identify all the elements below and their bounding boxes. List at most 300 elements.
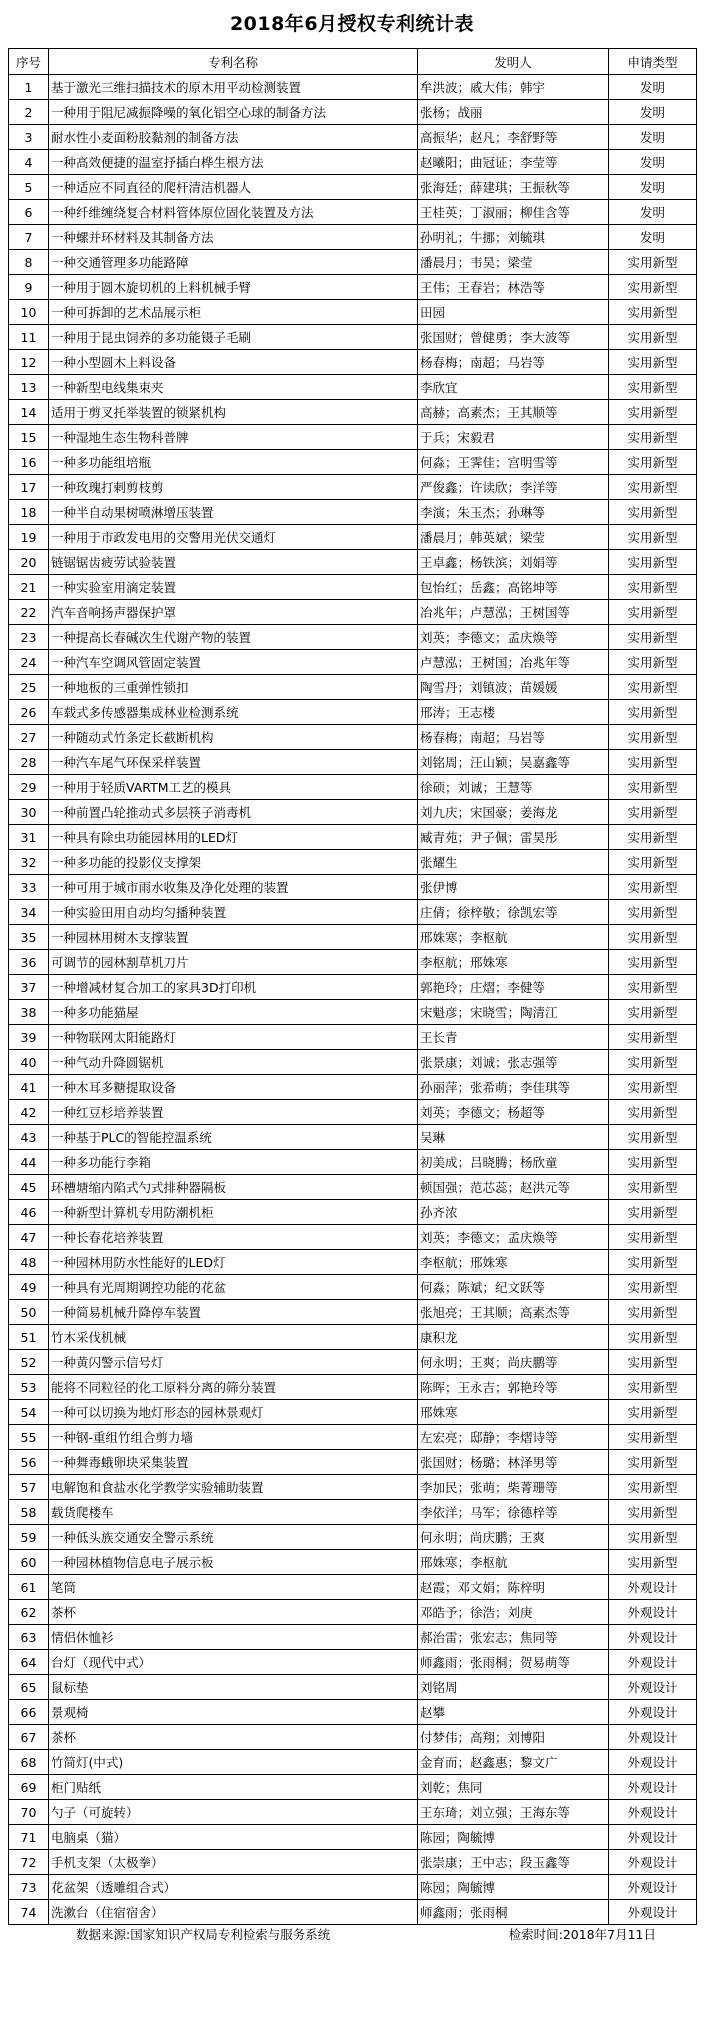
row-number: 12 — [9, 350, 49, 375]
patent-name: 一种湿地生态生物科普牌 — [49, 425, 418, 450]
patent-name: 一种用于圆木旋切机的上料机械手臂 — [49, 275, 418, 300]
row-number: 29 — [9, 775, 49, 800]
row-number: 9 — [9, 275, 49, 300]
inventor: 师鑫雨；张雨桐；贺易萌等 — [418, 1650, 609, 1675]
row-number: 59 — [9, 1525, 49, 1550]
application-type: 实用新型 — [609, 1425, 697, 1450]
patent-name: 一种地板的三重弹性锁扣 — [49, 675, 418, 700]
row-number: 30 — [9, 800, 49, 825]
row-number: 49 — [9, 1275, 49, 1300]
application-type: 外观设计 — [609, 1775, 697, 1800]
application-type: 实用新型 — [609, 1150, 697, 1175]
patent-name: 环槽塘缩内陷式勺式排种器隔板 — [49, 1175, 418, 1200]
table-row — [9, 725, 697, 750]
patent-name: 车载式多传感器集成林业检测系统 — [49, 700, 418, 725]
patent-document — [8, 0, 696, 1942]
table-row — [9, 1650, 697, 1675]
patent-name: 笔筒 — [49, 1575, 418, 1600]
table-row — [9, 300, 697, 325]
row-number: 16 — [9, 450, 49, 475]
table-row — [9, 275, 697, 300]
inventor: 徐硕；刘诚；王慧等 — [418, 775, 609, 800]
inventor: 李依洋；马军；徐德梓等 — [418, 1500, 609, 1525]
application-type: 实用新型 — [609, 350, 697, 375]
patent-name: 一种园林用树木支撑装置 — [49, 925, 418, 950]
inventor: 张国财；曾健勇；李大波等 — [418, 325, 609, 350]
row-number: 28 — [9, 750, 49, 775]
patent-name: 一种小型圆木上料设备 — [49, 350, 418, 375]
table-row — [9, 675, 697, 700]
inventor: 张旭亮；王其顺；高素杰等 — [418, 1300, 609, 1325]
row-number: 27 — [9, 725, 49, 750]
patent-name: 手机支架（太极拳） — [49, 1850, 418, 1875]
application-type: 实用新型 — [609, 450, 697, 475]
patent-name: 一种玫瑰打剌剪枝剪 — [49, 475, 418, 500]
table-row — [9, 100, 697, 125]
patent-name: 一种舞毒蛾卵块采集装置 — [49, 1450, 418, 1475]
table-row — [9, 250, 697, 275]
patent-name: 一种新型计算机专用防潮机柜 — [49, 1200, 418, 1225]
patent-name: 花盆架（透雕组合式） — [49, 1875, 418, 1900]
row-number: 41 — [9, 1075, 49, 1100]
row-number: 62 — [9, 1600, 49, 1625]
application-type: 外观设计 — [609, 1650, 697, 1675]
patent-name: 鼠标垫 — [49, 1675, 418, 1700]
patent-name: 一种钢-重组竹组合剪力墙 — [49, 1425, 418, 1450]
row-number: 51 — [9, 1325, 49, 1350]
patent-name: 一种长春花培养装置 — [49, 1225, 418, 1250]
row-number: 39 — [9, 1025, 49, 1050]
inventor: 杨春梅；南超；马岩等 — [418, 725, 609, 750]
inventor: 金育而；赵鑫惠；黎文广 — [418, 1750, 609, 1775]
row-number: 7 — [9, 225, 49, 250]
row-number: 42 — [9, 1100, 49, 1125]
inventor: 邢姝寒；李枢航 — [418, 1550, 609, 1575]
inventor: 臧青苑；尹子佩；雷昊彤 — [418, 825, 609, 850]
inventor: 杨春梅；南超；马岩等 — [418, 350, 609, 375]
application-type: 实用新型 — [609, 425, 697, 450]
table-row — [9, 1500, 697, 1525]
row-number: 15 — [9, 425, 49, 450]
table-row — [9, 225, 697, 250]
header-inventor: 发明人 — [418, 49, 609, 75]
patent-name: 一种多功能组培瓶 — [49, 450, 418, 475]
row-number: 66 — [9, 1700, 49, 1725]
application-type: 实用新型 — [609, 300, 697, 325]
table-row — [9, 1375, 697, 1400]
row-number: 25 — [9, 675, 49, 700]
row-number: 35 — [9, 925, 49, 950]
table-row — [9, 1450, 697, 1475]
application-type: 实用新型 — [609, 550, 697, 575]
table-row — [9, 975, 697, 1000]
inventor: 何淼；王霁佳；宫明雪等 — [418, 450, 609, 475]
application-type: 实用新型 — [609, 975, 697, 1000]
inventor: 李演；朱玉杰；孙琳等 — [418, 500, 609, 525]
table-row — [9, 550, 697, 575]
patent-name: 一种具有光周期调控功能的花盆 — [49, 1275, 418, 1300]
patent-name: 景观椅 — [49, 1700, 418, 1725]
application-type: 实用新型 — [609, 825, 697, 850]
application-type: 实用新型 — [609, 1275, 697, 1300]
patent-name: 一种园林植物信息电子展示板 — [49, 1550, 418, 1575]
inventor: 张耀生 — [418, 850, 609, 875]
row-number: 40 — [9, 1050, 49, 1075]
application-type: 外观设计 — [609, 1600, 697, 1625]
inventor: 于兵；宋毅君 — [418, 425, 609, 450]
inventor: 邢姝寒；李枢航 — [418, 925, 609, 950]
row-number: 24 — [9, 650, 49, 675]
row-number: 50 — [9, 1300, 49, 1325]
table-row — [9, 1800, 697, 1825]
application-type: 实用新型 — [609, 1375, 697, 1400]
row-number: 3 — [9, 125, 49, 150]
patent-name: 可调节的园林割草机刀片 — [49, 950, 418, 975]
row-number: 19 — [9, 525, 49, 550]
inventor: 田园 — [418, 300, 609, 325]
application-type: 实用新型 — [609, 950, 697, 975]
table-row — [9, 425, 697, 450]
page-title: 2018年6月授权专利统计表 — [229, 13, 475, 35]
table-row — [9, 1075, 697, 1100]
inventor: 潘晨月；韦昊；梁莹 — [418, 250, 609, 275]
table-row — [9, 1175, 697, 1200]
row-number: 8 — [9, 250, 49, 275]
patent-name: 一种纤维缠绕复合材料管体原位固化装置及方法 — [49, 200, 418, 225]
application-type: 发明 — [609, 175, 697, 200]
application-type: 实用新型 — [609, 675, 697, 700]
inventor: 张杨；战丽 — [418, 100, 609, 125]
inventor: 张景康；刘诚；张志强等 — [418, 1050, 609, 1075]
table-row — [9, 1150, 697, 1175]
application-type: 发明 — [609, 225, 697, 250]
inventor: 刘英；李德文；杨超等 — [418, 1100, 609, 1125]
patent-name: 一种实验室用滴定装置 — [49, 575, 418, 600]
application-type: 外观设计 — [609, 1875, 697, 1900]
patent-name: 一种随动式竹条定长截断机构 — [49, 725, 418, 750]
application-type: 实用新型 — [609, 1000, 697, 1025]
application-type: 实用新型 — [609, 625, 697, 650]
inventor: 刘铭周；汪山颖；吴嘉鑫等 — [418, 750, 609, 775]
inventor: 卢慧泓；王树国；冶兆年等 — [418, 650, 609, 675]
table-row — [9, 125, 697, 150]
application-type: 实用新型 — [609, 925, 697, 950]
data-source: 数据来源:国家知识产权局专利检索与服务系统 — [76, 1927, 331, 1942]
row-number: 74 — [9, 1900, 49, 1925]
inventor: 邢涛；王志楼 — [418, 700, 609, 725]
patent-name: 载货爬楼车 — [49, 1500, 418, 1525]
application-type: 实用新型 — [609, 1200, 697, 1225]
table-row — [9, 1350, 697, 1375]
inventor: 冶兆年；卢慧泓；王树国等 — [418, 600, 609, 625]
application-type: 实用新型 — [609, 875, 697, 900]
table-row — [9, 1300, 697, 1325]
patent-name: 一种用于市政发电用的交警用光伏交通灯 — [49, 525, 418, 550]
application-type: 实用新型 — [609, 850, 697, 875]
row-number: 34 — [9, 900, 49, 925]
patent-name: 一种用于轻质VARTM工艺的模具 — [49, 775, 418, 800]
row-number: 65 — [9, 1675, 49, 1700]
application-type: 外观设计 — [609, 1900, 697, 1925]
table-row — [9, 1725, 697, 1750]
patent-name: 竹木采伐机械 — [49, 1325, 418, 1350]
application-type: 外观设计 — [609, 1575, 697, 1600]
row-number: 67 — [9, 1725, 49, 1750]
table-row — [9, 1825, 697, 1850]
table-row — [9, 175, 697, 200]
inventor: 刘铭周 — [418, 1675, 609, 1700]
inventor: 李欣宜 — [418, 375, 609, 400]
patent-name: 一种红豆杉培养装置 — [49, 1100, 418, 1125]
application-type: 实用新型 — [609, 1350, 697, 1375]
inventor: 刘英；李德文；孟庆焕等 — [418, 625, 609, 650]
patent-name: 一种园林用防水性能好的LED灯 — [49, 1250, 418, 1275]
inventor: 赵曦阳；曲冠证；李莹等 — [418, 150, 609, 175]
row-number: 44 — [9, 1150, 49, 1175]
application-type: 实用新型 — [609, 250, 697, 275]
patent-name: 一种螺并环材料及其制备方法 — [49, 225, 418, 250]
inventor: 邢姝寒 — [418, 1400, 609, 1425]
table-row — [9, 1125, 697, 1150]
patent-name: 茶杯 — [49, 1600, 418, 1625]
inventor: 付梦伟；高翔；刘博阳 — [418, 1725, 609, 1750]
table-row — [9, 150, 697, 175]
application-type: 外观设计 — [609, 1800, 697, 1825]
application-type: 外观设计 — [609, 1750, 697, 1775]
table-row — [9, 200, 697, 225]
patent-name: 一种汽车尾气环保采样装置 — [49, 750, 418, 775]
table-row — [9, 1575, 697, 1600]
patent-name: 一种增减材复合加工的家具3D打印机 — [49, 975, 418, 1000]
application-type: 外观设计 — [609, 1825, 697, 1850]
table-row — [9, 75, 697, 100]
table-row — [9, 325, 697, 350]
patent-name: 台灯（现代中式） — [49, 1650, 418, 1675]
patent-name: 竹简灯(中式) — [49, 1750, 418, 1775]
row-number: 37 — [9, 975, 49, 1000]
table-row — [9, 700, 697, 725]
patent-name: 一种可用于城市雨水收集及净化处理的装置 — [49, 875, 418, 900]
header-application-type: 申请类型 — [609, 49, 697, 75]
table-row — [9, 1000, 697, 1025]
application-type: 实用新型 — [609, 1250, 697, 1275]
row-number: 2 — [9, 100, 49, 125]
row-number: 53 — [9, 1375, 49, 1400]
inventor: 吴琳 — [418, 1125, 609, 1150]
inventor: 王卓鑫；杨铁滨；刘娟等 — [418, 550, 609, 575]
row-number: 23 — [9, 625, 49, 650]
inventor: 邓皓予；徐浩；刘庚 — [418, 1600, 609, 1625]
table-row — [9, 750, 697, 775]
row-number: 11 — [9, 325, 49, 350]
row-number: 21 — [9, 575, 49, 600]
row-number: 68 — [9, 1750, 49, 1775]
application-type: 外观设计 — [609, 1625, 697, 1650]
patent-name: 一种基于PLC的智能控温系统 — [49, 1125, 418, 1150]
application-type: 发明 — [609, 125, 697, 150]
row-number: 32 — [9, 850, 49, 875]
patent-name: 一种气动升降圆锯机 — [49, 1050, 418, 1075]
application-type: 实用新型 — [609, 1175, 697, 1200]
table-row — [9, 375, 697, 400]
row-number: 33 — [9, 875, 49, 900]
table-row — [9, 1225, 697, 1250]
inventor: 郝治雷；张宏志；焦同等 — [418, 1625, 609, 1650]
patent-name: 情侣休恤衫 — [49, 1625, 418, 1650]
row-number: 4 — [9, 150, 49, 175]
application-type: 实用新型 — [609, 275, 697, 300]
application-type: 实用新型 — [609, 900, 697, 925]
table-row — [9, 1400, 697, 1425]
patent-name: 一种可以切换为地灯形态的园林景观灯 — [49, 1400, 418, 1425]
patent-name: 一种用于阻尼减振降噪的氧化铝空心球的制备方法 — [49, 100, 418, 125]
inventor: 何淼；陈斌；纪文跃等 — [418, 1275, 609, 1300]
application-type: 实用新型 — [609, 1525, 697, 1550]
application-type: 实用新型 — [609, 600, 697, 625]
table-row — [9, 1475, 697, 1500]
row-number: 43 — [9, 1125, 49, 1150]
application-type: 实用新型 — [609, 375, 697, 400]
table-row — [9, 350, 697, 375]
application-type: 发明 — [609, 200, 697, 225]
row-number: 70 — [9, 1800, 49, 1825]
table-body — [9, 75, 697, 1925]
inventor: 初美成；吕晓腾；杨欣童 — [418, 1150, 609, 1175]
inventor: 孙丽萍；张希萌；李佳琪等 — [418, 1075, 609, 1100]
application-type: 实用新型 — [609, 1325, 697, 1350]
row-number: 60 — [9, 1550, 49, 1575]
inventor: 包怡红；岳鑫；高铭坤等 — [418, 575, 609, 600]
patent-name: 电解饱和食盐水化学教学实验辅助装置 — [49, 1475, 418, 1500]
inventor: 左宏亮；邸静；李熠诗等 — [418, 1425, 609, 1450]
row-number: 36 — [9, 950, 49, 975]
table-row — [9, 475, 697, 500]
row-number: 71 — [9, 1825, 49, 1850]
application-type: 发明 — [609, 100, 697, 125]
table-row — [9, 1200, 697, 1225]
application-type: 发明 — [609, 75, 697, 100]
patent-name: 一种多功能的投影仪支撑架 — [49, 850, 418, 875]
row-number: 69 — [9, 1775, 49, 1800]
table-row — [9, 775, 697, 800]
table-row — [9, 1775, 697, 1800]
row-number: 55 — [9, 1425, 49, 1450]
table-row — [9, 1900, 697, 1925]
inventor: 宋魁彦；宋晓雪；陶清江 — [418, 1000, 609, 1025]
table-row — [9, 900, 697, 925]
row-number: 1 — [9, 75, 49, 100]
application-type: 实用新型 — [609, 1100, 697, 1125]
inventor: 王长青 — [418, 1025, 609, 1050]
table-row — [9, 1675, 697, 1700]
patent-name: 一种高效便捷的温室抒插白桦生根方法 — [49, 150, 418, 175]
application-type: 实用新型 — [609, 1075, 697, 1100]
application-type: 实用新型 — [609, 700, 697, 725]
patent-name: 洗漱台（住宿宿舍） — [49, 1900, 418, 1925]
inventor: 师鑫雨；张雨桐 — [418, 1900, 609, 1925]
patent-name: 一种适应不同直径的爬杆清洁机器人 — [49, 175, 418, 200]
table-row — [9, 1325, 697, 1350]
row-number: 20 — [9, 550, 49, 575]
patent-name: 一种具有除虫功能园林用的LED灯 — [49, 825, 418, 850]
inventor: 张海廷；薛建琪；王振秋等 — [418, 175, 609, 200]
inventor: 张国财；杨璐；林泽男等 — [418, 1450, 609, 1475]
patent-name: 一种实验田用自动均匀播种装置 — [49, 900, 418, 925]
header-patent-name: 专利名称 — [49, 49, 418, 75]
row-number: 58 — [9, 1500, 49, 1525]
patent-name: 一种低头族交通安全警示系统 — [49, 1525, 418, 1550]
application-type: 实用新型 — [609, 1550, 697, 1575]
table-row — [9, 575, 697, 600]
patent-name: 适用于剪叉托举装置的锁紧机构 — [49, 400, 418, 425]
application-type: 实用新型 — [609, 800, 697, 825]
patent-name: 一种可拆卸的艺术品展示柜 — [49, 300, 418, 325]
patent-name: 勺子（可旋转） — [49, 1800, 418, 1825]
table-row — [9, 825, 697, 850]
row-number: 5 — [9, 175, 49, 200]
table-row — [9, 600, 697, 625]
row-number: 14 — [9, 400, 49, 425]
inventor: 刘英；李德文；孟庆焕等 — [418, 1225, 609, 1250]
table-row — [9, 1600, 697, 1625]
inventor: 李加民；张萌；柴菁珊等 — [418, 1475, 609, 1500]
row-number: 63 — [9, 1625, 49, 1650]
inventor: 刘乾；焦同 — [418, 1775, 609, 1800]
row-number: 61 — [9, 1575, 49, 1600]
table-row — [9, 1875, 697, 1900]
inventor: 郭艳玲；庄熠；李健等 — [418, 975, 609, 1000]
table-header-row — [9, 49, 697, 75]
inventor: 赵攀 — [418, 1700, 609, 1725]
row-number: 64 — [9, 1650, 49, 1675]
table-row — [9, 1550, 697, 1575]
table-row — [9, 875, 697, 900]
patent-name: 一种交通管理多功能路障 — [49, 250, 418, 275]
row-number: 10 — [9, 300, 49, 325]
row-number: 17 — [9, 475, 49, 500]
inventor: 何永明；尚庆鹏；王爽 — [418, 1525, 609, 1550]
patent-name: 一种木耳多糖提取设备 — [49, 1075, 418, 1100]
patent-name: 一种多功能猫屋 — [49, 1000, 418, 1025]
inventor: 何永明；王爽；尚庆鹏等 — [418, 1350, 609, 1375]
table-row — [9, 1750, 697, 1775]
table-row — [9, 1025, 697, 1050]
row-number: 47 — [9, 1225, 49, 1250]
row-number: 57 — [9, 1475, 49, 1500]
inventor: 高赫；高素杰；王其顺等 — [418, 400, 609, 425]
table-row — [9, 625, 697, 650]
row-number: 38 — [9, 1000, 49, 1025]
inventor: 赵霞；邓文娟；陈梓明 — [418, 1575, 609, 1600]
patent-name: 电脑桌（猫） — [49, 1825, 418, 1850]
application-type: 发明 — [609, 150, 697, 175]
inventor: 高振华；赵凡；李舒野等 — [418, 125, 609, 150]
table-row — [9, 400, 697, 425]
application-type: 实用新型 — [609, 1300, 697, 1325]
application-type: 实用新型 — [609, 325, 697, 350]
application-type: 实用新型 — [609, 1225, 697, 1250]
inventor: 庄倩；徐梓敬；徐凯宏等 — [418, 900, 609, 925]
header-number: 序号 — [9, 49, 49, 75]
patent-name: 一种提高长春碱次生代谢产物的装置 — [49, 625, 418, 650]
application-type: 实用新型 — [609, 1400, 697, 1425]
table-row — [9, 1100, 697, 1125]
table-row — [9, 1050, 697, 1075]
application-type: 实用新型 — [609, 475, 697, 500]
table-row — [9, 1525, 697, 1550]
patent-name: 链锯锯齿疲劳试验装置 — [49, 550, 418, 575]
application-type: 实用新型 — [609, 1125, 697, 1150]
